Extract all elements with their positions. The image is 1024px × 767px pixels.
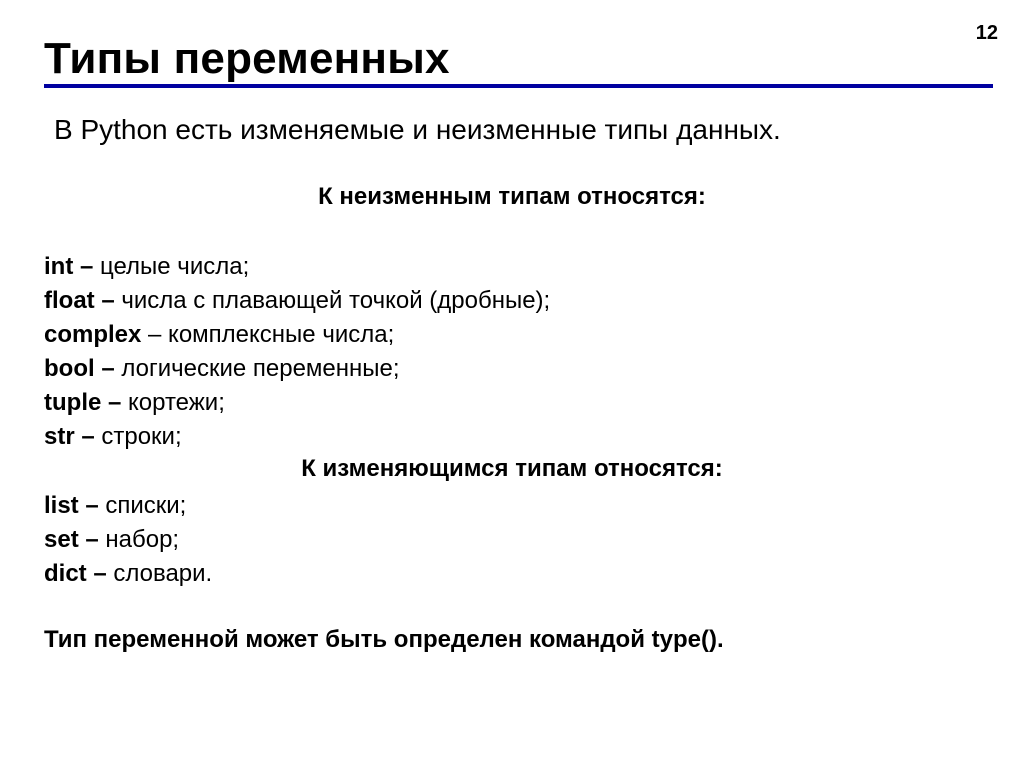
type-description: кортежи; [121,389,225,416]
immutable-types-heading: К неизменным типам относятся: [318,183,706,210]
type-description: словари. [106,560,213,587]
type-description: логические переменные; [114,355,400,382]
type-item-int [44,250,550,284]
type-name: tuple – [44,389,122,416]
type-item-tuple [44,386,550,420]
type-description: списки; [98,492,187,519]
type-name: list – [44,492,99,519]
type-item-list [44,489,212,523]
title-divider [44,84,993,88]
type-description: числа с плавающей точкой (дробные); [114,287,551,314]
type-description: набор; [98,526,180,553]
mutable-types-list [44,489,212,591]
slide-title: Типы переменных [44,34,450,83]
type-name: float – [44,287,115,314]
type-name: str – [44,423,95,450]
type-description: – комплексные числа; [141,321,395,348]
intro-text: В Python есть изменяемые и неизменные типы данных. [54,114,781,145]
type-item-set [44,523,212,557]
type-name: bool – [44,355,115,382]
immutable-types-list [44,250,550,454]
footer-note: Тип переменной может быть определен командой type(). [44,626,724,653]
type-name: complex [44,321,142,348]
type-item-bool [44,352,550,386]
type-name: int – [44,253,94,280]
type-description: целые числа; [93,253,250,280]
type-item-dict [44,557,212,591]
type-name: dict – [44,560,107,587]
mutable-types-heading: К изменяющимся типам относятся: [301,455,723,482]
type-item-float [44,284,550,318]
type-description: строки; [94,423,182,450]
type-name: set – [44,526,99,553]
type-item-complex [44,318,550,352]
slide-number: 12 [975,22,998,44]
type-item-str [44,420,550,454]
